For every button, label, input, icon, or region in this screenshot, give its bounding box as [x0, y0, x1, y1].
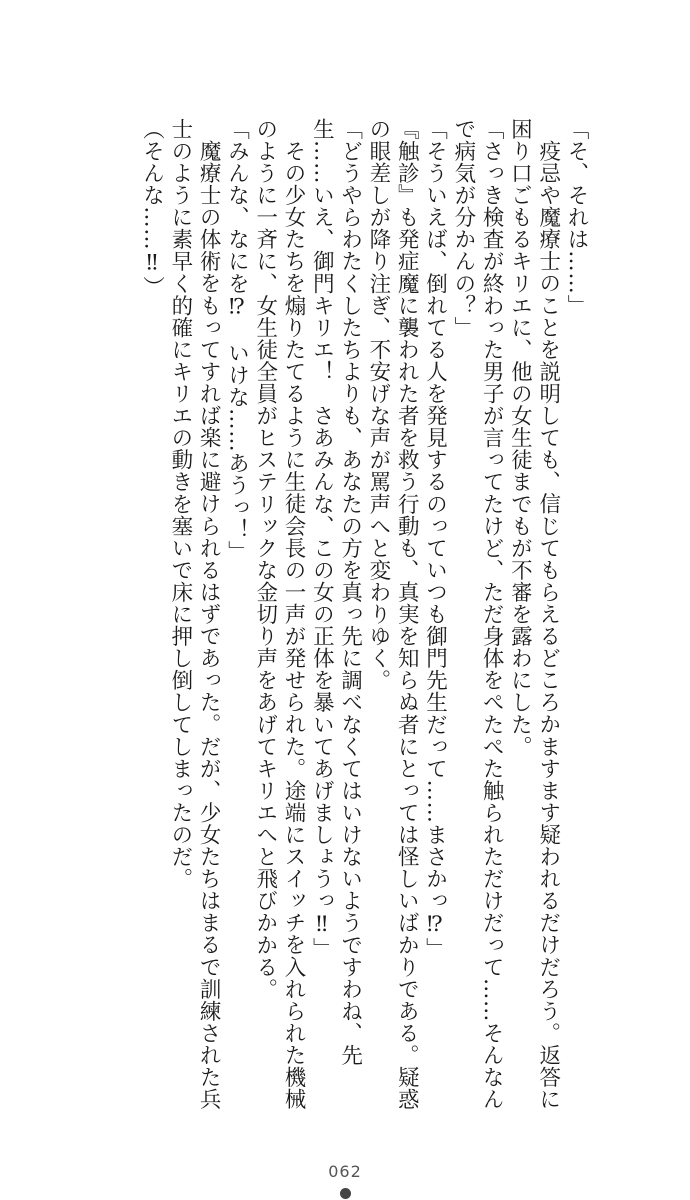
page-number: 062: [328, 1162, 362, 1181]
paragraph: 「そ、それは……」: [564, 118, 589, 317]
paragraph: その少女たちを煽りたてるように生徒会長の一声が発せられた。途端にスイッチを入れられた機械のように一斉に、女生徒全員がヒステリックな金切り声をあげてキリエへと飛びかかる。: [252, 118, 307, 1110]
paragraph: 『触診』も発症魔に襲われた者を救う行動も、真実を知らぬ者にとっては怪しいばかりである。疑惑の眼差しが降り注ぎ、不安げな声が罵声へと変わりゆく。: [365, 118, 420, 1111]
paragraph: （そんな……‼）: [139, 118, 165, 298]
paragraph: 「そういえば、倒れてる人を発見するのっていつも御門先生だって……まさかっ⁉」: [422, 118, 448, 960]
vertical-text-body: [80, 118, 590, 1128]
paragraph: 「さっき検査が終わった男子が言ってたけど、ただ身体をぺたぺた触られただけだって……そんなんで病気が分かんの？」: [450, 118, 505, 1111]
paragraph: 疫忌や魔療士のことを説明しても、信じてもらえるどころかますます疑われるだけだろう。返答に困り口ごもるキリエに、他の女生徒までもが不審を露わにした。: [507, 118, 561, 1110]
paragraph: 「どうやらわたくしたちよりも、あなたの方を真っ先に調べなくてはいけないようですわね、先生……いえ、御門キリエ！ さあみんな、この女の正体を暴いてあげましょうっ‼」: [309, 118, 363, 1067]
paragraph: 「みんな、なにを⁉ いけな……あうっ！」: [224, 118, 250, 563]
page-indicator-dot: [340, 1188, 351, 1199]
paragraph: 魔療士の体術をもってすれば楽に避けられるはずであった。だが、少女たちはまるで訓練された兵士のように素早く的確にキリエの動きを塞いで床に押し倒してしまったのだ。: [167, 118, 222, 1110]
